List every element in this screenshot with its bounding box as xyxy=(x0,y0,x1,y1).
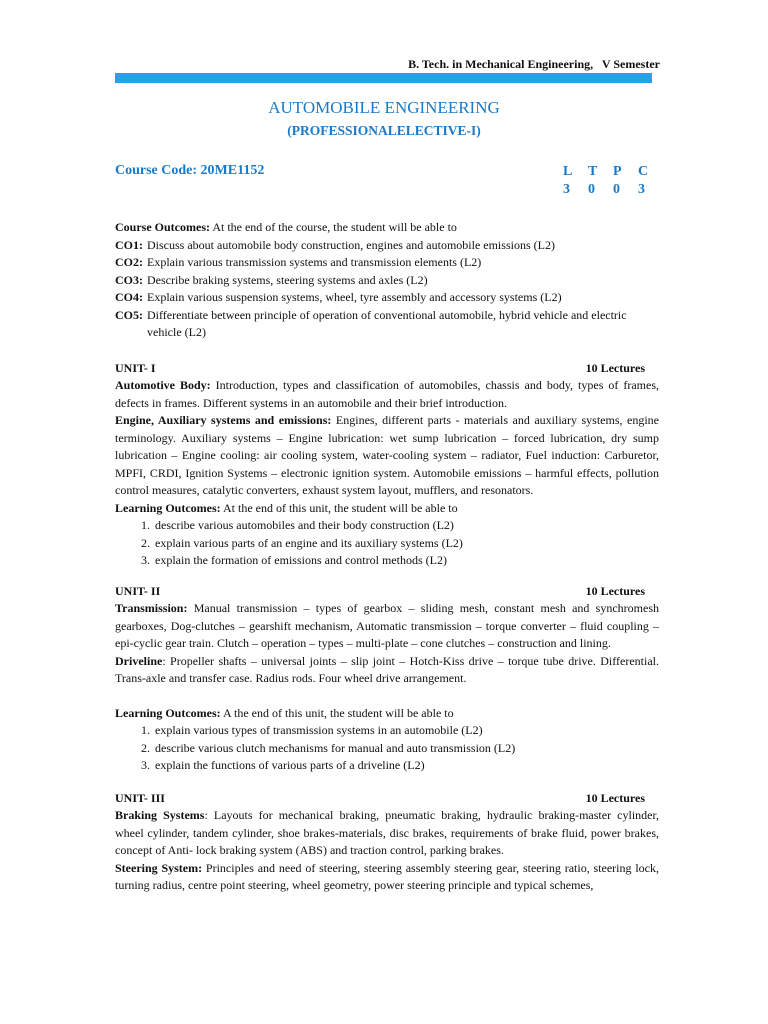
ltpc-value: 3 xyxy=(563,182,570,197)
course-outcomes-heading: Course Outcomes: xyxy=(115,220,210,234)
unit-paragraph xyxy=(115,600,659,653)
course-outcome-item xyxy=(115,237,659,255)
ltpc-value: 0 xyxy=(613,182,620,197)
unit-heading xyxy=(115,583,659,601)
learning-outcome-item: 1. explain various types of transmission systems in an automobile (L2) xyxy=(153,722,659,740)
topic-heading: Driveline xyxy=(115,653,163,668)
topic-text: Introduction, types and classification of automobiles, chassis and body, types of frames, defects in frames. Different systems in an automobile and their brief introduction. xyxy=(115,378,659,410)
topic-text: : Layouts for mechanical braking, pneumatic braking, hydraulic braking-master cylinder, wheel cylinder, tandem cylinder, shoe brakes-materials, disc brakes, requirements of brake fluid, power brakes, concept of Anti- lock braking system (ABS) and traction control, parking brakes. xyxy=(115,808,660,857)
unit-paragraph xyxy=(115,412,659,500)
ltpc-values xyxy=(563,182,663,200)
topic-heading: Transmission: xyxy=(115,601,188,615)
unit-name: UNIT- III xyxy=(115,790,165,805)
co-text: Explain various suspension systems, wheel, tyre assembly and accessory systems (L2) xyxy=(147,290,562,304)
ltpc-label: P xyxy=(613,164,622,179)
course-outcome-item xyxy=(115,289,659,307)
learning-outcomes-intro-text: A the end of this unit, the student will be able to xyxy=(220,705,454,720)
learning-outcome-item: 1. describe various automobiles and their body construction (L2) xyxy=(153,517,659,535)
co-text: Differentiate between principle of operation of conventional automobile, hybrid vehicle and electric vehicle (L2) xyxy=(147,307,627,339)
ltpc-value: 0 xyxy=(588,182,595,197)
topic-text: Engines, different parts - materials and auxiliary systems, engine terminology. Auxiliary systems – Engine lubrication: wet sump lubrication – forced lubrication, dry sump lubrication – Engine cooling: air cooling system, water-cooling system – radiator, Fuel induction: Carburetor, MPFI, CRDI, Ignition Systems – electronic ignition system. Automobile emissions – harmful effects, pollution control measures, catalytic converters, exhaust system layout, mufflers, and resonators. xyxy=(115,413,659,497)
learning-outcome-item: 3. explain the functions of various parts of a driveline (L2) xyxy=(153,757,659,775)
co-label: CO5: xyxy=(115,307,143,322)
learning-outcome-item: 2. describe various clutch mechanisms for manual and auto transmission (L2) xyxy=(153,740,659,758)
unit-name: UNIT- I xyxy=(115,360,156,375)
course-outcomes-intro-text: At the end of the course, the student will be able to xyxy=(209,220,457,234)
learning-outcome-item: 3. explain the formation of emissions and control methods (L2) xyxy=(153,552,659,570)
ltpc-table xyxy=(563,164,663,200)
topic-text: Manual transmission – types of gearbox – sliding mesh, constant mesh and synchromesh gearboxes, Dog-clutches – gearshift mechanism, Automatic transmission – torque converter – fluid coupling – epi-cyclic gear train. Clutch – operation – types – multi-plate – cone clutches – construction and lining. xyxy=(115,601,659,650)
unit-lectures: 10 Lectures xyxy=(585,583,645,598)
co-label: CO1: xyxy=(115,237,143,252)
course-outcome-item xyxy=(115,307,659,342)
co-text: Discuss about automobile body construction, engines and automobile emissions (L2) xyxy=(147,237,555,252)
unit-lectures: 10 Lectures xyxy=(585,790,645,805)
header-bar xyxy=(115,73,652,83)
co-label: CO4: xyxy=(115,290,143,304)
unit-heading xyxy=(115,790,659,808)
learning-outcomes-list xyxy=(115,722,659,775)
course-outcomes-intro xyxy=(115,219,659,237)
unit-paragraph xyxy=(115,377,659,412)
unit-heading xyxy=(115,360,659,378)
learning-outcomes-list xyxy=(115,517,659,570)
unit-paragraph xyxy=(115,860,659,895)
co-text: Describe braking systems, steering systems and axles (L2) xyxy=(147,272,428,287)
course-outcome-item xyxy=(115,272,659,290)
spacer xyxy=(115,688,659,705)
topic-text: Principles and need of steering, steering assembly steering gear, steering ratio, steering lock, turning radius, centre point steering, wheel geometry, power steering principle and typical schemes, xyxy=(115,860,659,892)
co-text: Explain various transmission systems and transmission elements (L2) xyxy=(147,255,482,269)
ltpc-labels xyxy=(563,164,663,182)
course-title: AUTOMOBILE ENGINEERING xyxy=(268,98,500,117)
learning-outcomes-heading: Learning Outcomes: xyxy=(115,705,221,720)
learning-outcomes-intro xyxy=(115,705,659,723)
topic-heading: Braking Systems xyxy=(115,808,205,822)
co-label: CO2: xyxy=(115,255,143,269)
learning-outcomes-heading: Learning Outcomes: xyxy=(115,500,221,515)
ltpc-label: L xyxy=(563,164,573,179)
unit-paragraph xyxy=(115,653,659,688)
course-outcome-item xyxy=(115,254,659,272)
learning-outcomes-intro xyxy=(115,500,659,518)
learning-outcomes-intro-text: At the end of this unit, the student will be able to xyxy=(220,500,458,515)
topic-heading: Engine, Auxiliary systems and emissions: xyxy=(115,413,332,427)
semester-header: B. Tech. in Mechanical Engineering, V Semester xyxy=(408,57,660,71)
ltpc-label: T xyxy=(588,164,598,179)
topic-text: : Propeller shafts – universal joints – slip joint – Hotch-Kiss drive – torque tube drive. Differential. Trans-axle and transfer case. Radius rods. Four wheel drive arrangement. xyxy=(115,653,659,685)
unit-name: UNIT- II xyxy=(115,583,161,598)
ltpc-label: C xyxy=(638,164,649,179)
co-label: CO3: xyxy=(115,272,143,287)
course-subtitle: (PROFESSIONALELECTIVE-I) xyxy=(287,123,481,138)
unit-paragraph xyxy=(115,807,659,860)
learning-outcome-item: 2. explain various parts of an engine and its auxiliary systems (L2) xyxy=(153,535,659,553)
topic-heading: Automotive Body: xyxy=(115,378,211,392)
topic-heading: Steering System: xyxy=(115,860,203,875)
course-code: Course Code: 20ME1152 xyxy=(115,163,265,178)
unit-lectures: 10 Lectures xyxy=(585,360,645,375)
syllabus-content xyxy=(115,219,659,895)
ltpc-value: 3 xyxy=(638,182,645,197)
